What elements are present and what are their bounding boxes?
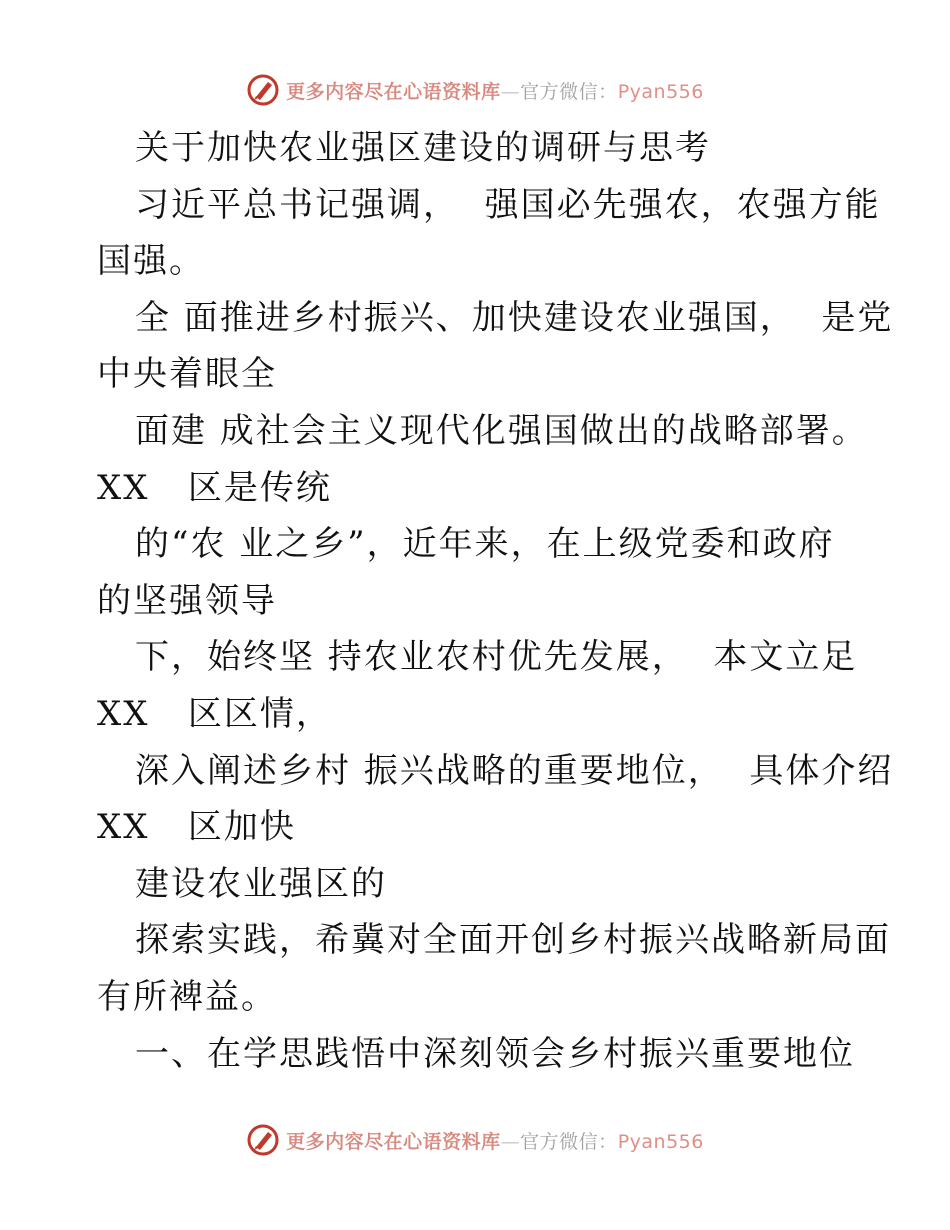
text-line: 中央着眼全 <box>97 354 277 395</box>
text-line: 建设农业强区的 <box>135 863 387 904</box>
pen-logo-icon <box>246 1123 280 1157</box>
watermark-dash: — <box>500 1130 521 1153</box>
text-line: XX 区区情， <box>97 693 332 734</box>
watermark-wechat-id: Pyan556 <box>617 80 704 103</box>
watermark-main: 更多内容尽在心语资料库 <box>286 80 501 103</box>
watermark-dash: — <box>500 80 521 103</box>
header-watermark <box>0 70 950 110</box>
text-line: 国强。 <box>97 241 205 282</box>
text-line: 面建 成社会主义现代化强国做出的战略部署。 <box>135 410 868 451</box>
pen-logo-icon <box>246 73 280 107</box>
footer-watermark <box>0 1120 950 1160</box>
text-line: 习近平总书记强调， 强国必先强农，农强方能 <box>135 184 881 225</box>
text-line: 有所裨益。 <box>97 976 277 1017</box>
watermark-wechat-label: 官方微信： <box>520 80 618 103</box>
text-line: 深入阐述乡村 振兴战略的重要地位， 具体介绍 <box>135 750 894 791</box>
document-body <box>97 120 894 1082</box>
watermark-text <box>286 77 704 104</box>
text-line: XX 区加快 <box>97 807 296 848</box>
watermark-wechat-label: 官方微信： <box>520 1130 618 1153</box>
watermark-text <box>286 1127 704 1154</box>
text-line: 的坚强领导 <box>97 580 277 621</box>
document-title: 关于加快农业强区建设的调研与思考 <box>135 128 711 168</box>
text-line: 探索实践，希冀对全面开创乡村振兴战略新局面 <box>135 920 891 961</box>
text-line: XX 区是传统 <box>97 467 332 508</box>
text-line: 的“农 业之乡”，近年来，在上级党委和政府 <box>135 524 835 565</box>
text-line: 全 面推进乡村振兴、加快建设农业强国， 是党 <box>135 297 894 338</box>
watermark-main: 更多内容尽在心语资料库 <box>286 1130 501 1153</box>
watermark-wechat-id: Pyan556 <box>617 1130 704 1153</box>
text-line: 下，始终坚 持农业农村优先发展， 本文立足 <box>135 637 858 678</box>
section-heading: 一、在学思践悟中深刻领会乡村振兴重要地位 <box>135 1033 855 1074</box>
